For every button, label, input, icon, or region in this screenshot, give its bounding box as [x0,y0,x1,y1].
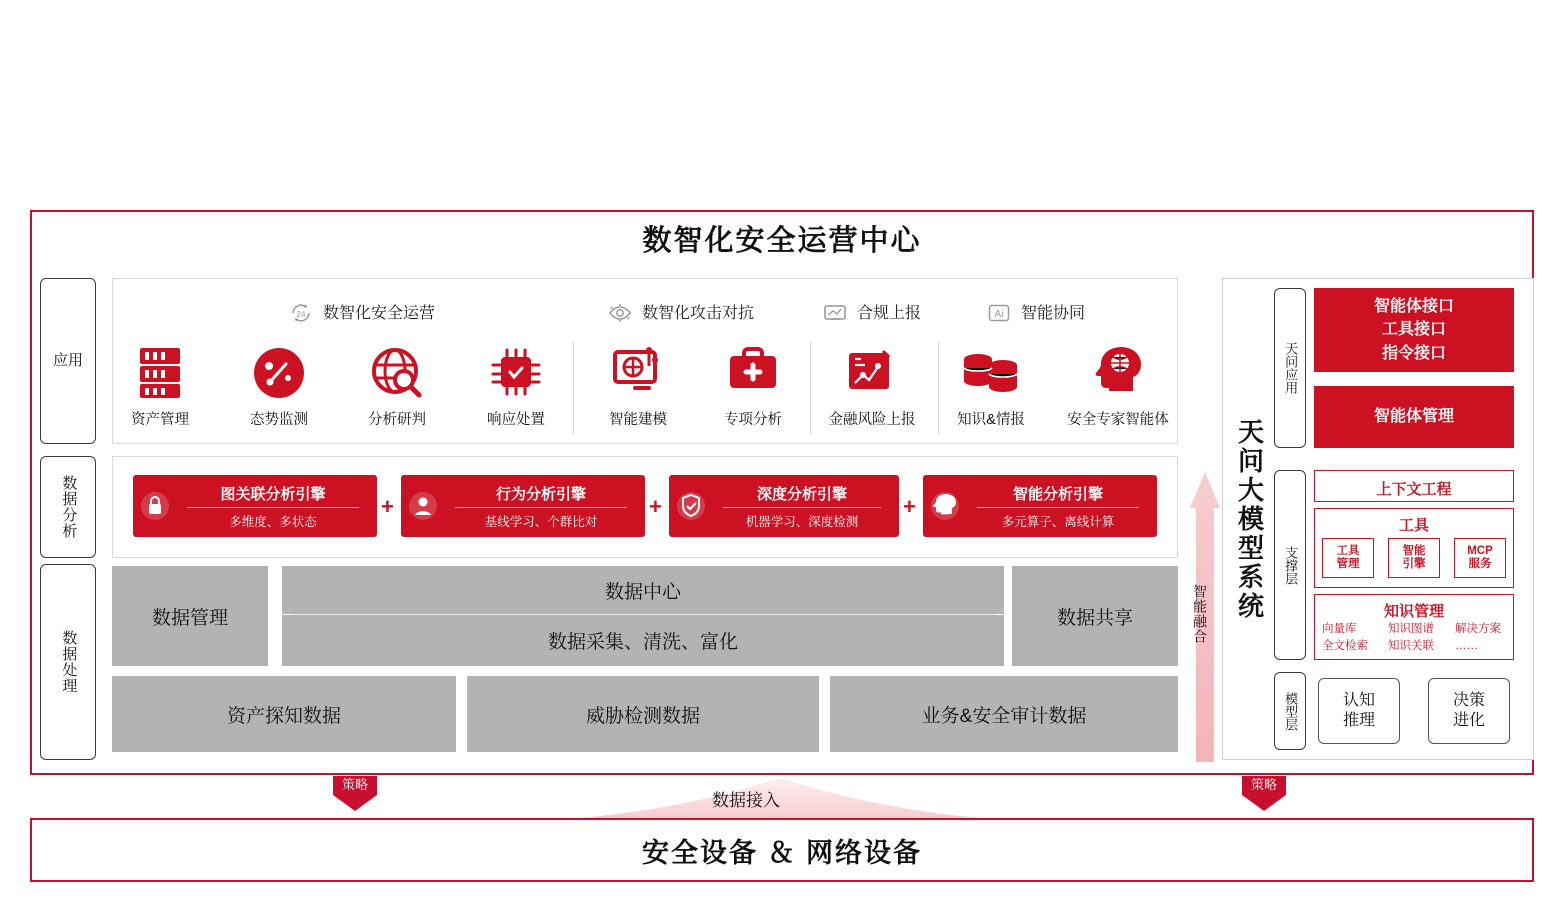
app-icon-label-2: 分析研判 [368,412,426,428]
app-icon-cell-3[interactable] [464,342,568,429]
tool-chip-1[interactable] [1388,538,1440,578]
policy-arrow-left-tip [333,795,377,811]
data-share-block: 数据共享 [1012,566,1178,666]
engine-card-0[interactable] [133,475,377,537]
app-icon-label-0: 资产管理 [131,412,189,428]
engine-title-2: 深度分析引擎 [723,483,881,508]
model-box-1-line-0: 决策 [1452,692,1485,709]
engine-card-3[interactable] [923,475,1157,537]
app-icon-cell-1[interactable] [227,342,331,429]
knowledge-item-4: 解决方案 [1455,623,1501,635]
engine-title-3: 智能分析引擎 [977,483,1139,508]
knowledge-management-title: 知识管理 [1383,603,1444,620]
bottom-device-bar: 安全设备 ＆ 网络设备 [30,818,1534,882]
app-icon-label-5: 专项分析 [724,412,782,428]
knowledge-col-left [1322,621,1382,656]
tools-title: 工具 [1398,517,1429,534]
app-icon-label-4: 智能建模 [609,412,667,428]
engine-subtitle-0: 多维度、多状态 [229,514,317,529]
model-box-0-line-1: 推理 [1342,712,1375,729]
tool-chip-0-line-0: 工具 [1336,544,1360,557]
layer-label-application [40,278,96,444]
model-box-0-line-0: 认知 [1342,692,1375,709]
knowledge-item-5: …… [1455,640,1478,653]
interface-line-2: 指令接口 [1381,344,1446,362]
database-icon [939,342,1043,404]
app-icon-cell-0[interactable] [108,342,212,429]
engine-card-2[interactable] [669,475,899,537]
engine-subtitle-2: 机器学习、深度检测 [745,514,859,529]
tool-chip-0[interactable] [1322,538,1374,578]
knowledge-col-mid [1388,621,1458,656]
context-engineering-label: 上下文工程 [1376,481,1452,498]
big-model-support-layer-text: 支撑层 [1283,545,1299,585]
gauge-icon [227,342,331,404]
user-icon [401,490,445,522]
tool-chip-2-line-0: MCP [1467,544,1493,557]
globe-search-icon [345,342,449,404]
medical-case-icon [701,342,805,404]
model-box-1-line-1: 进化 [1452,712,1485,729]
engine-plus-1: + [649,494,662,519]
risk-report-icon [820,342,924,404]
app-header-label-3: 智能协同 [1021,305,1086,322]
shield-check-icon [669,490,713,522]
big-model-support-layer-label [1274,470,1306,660]
app-icon-label-8: 安全专家智能体 [1067,412,1169,428]
interface-line-1: 工具接口 [1381,321,1446,339]
knowledge-item-1: 全文检索 [1322,640,1368,653]
app-header-label-0: 数智化安全运营 [323,305,436,322]
model-box-0[interactable] [1318,678,1400,744]
big-model-title: 天问大模型系统 [1234,417,1265,621]
svg-text:24: 24 [296,309,306,319]
app-icon-cell-5[interactable] [701,342,805,429]
layer-label-data-processing-text: 数据处理 [60,630,78,694]
app-header-item-1 [607,300,754,323]
policy-arrow-left [333,776,377,811]
engine-title-0: 图关联分析引擎 [187,483,359,508]
app-icon-cell-8[interactable] [1058,342,1178,429]
tool-chip-0-line-1: 管理 [1336,558,1360,570]
policy-label-left: 策略 [333,776,377,795]
eye-scan-icon [607,301,633,323]
knowledge-col-right [1455,621,1515,656]
knowledge-item-3: 知识关联 [1388,640,1434,653]
policy-arrow-right [1242,776,1286,811]
engine-plus-2: + [903,494,916,519]
brain-icon [923,490,967,522]
layer-label-data-analysis [40,456,96,558]
app-header-item-2 [822,300,921,323]
tool-chip-1-line-1: 引擎 [1402,558,1426,570]
interface-line-0: 智能体接口 [1373,298,1454,316]
page-title: 数智化安全运营中心 [642,225,922,257]
app-icon-cell-4[interactable] [586,342,690,429]
data-center-title-block: 数据中心 [282,566,1004,614]
big-model-app-layer-text: 天问应用 [1283,342,1299,394]
refresh-24-icon [288,301,314,323]
app-icon-label-7: 知识&情报 [957,412,1025,428]
app-icon-label-3: 响应处置 [487,412,545,428]
data-access-label: 数据接入 [712,791,780,810]
engine-subtitle-3: 多元算子、离线计算 [1001,514,1115,529]
big-model-model-layer-label [1274,672,1306,750]
big-model-interfaces-box[interactable] [1314,288,1514,372]
engine-card-1[interactable] [401,475,645,537]
svg-text:Ai: Ai [994,308,1004,320]
app-header-item-0 [288,300,435,323]
data-management-block: 数据管理 [112,566,268,666]
app-divider-1 [573,342,574,434]
app-icon-cell-6[interactable] [820,342,924,429]
layer-label-application-text: 应用 [52,351,83,369]
tool-chip-2-line-1: 服务 [1468,558,1492,570]
big-model-model-layer-text: 模型层 [1283,691,1299,731]
engine-title-1: 行为分析引擎 [455,483,627,508]
policy-label-right: 策略 [1242,776,1286,795]
app-header-label-2: 合规上报 [857,305,922,322]
ai-icon [986,301,1012,323]
lock-icon [133,490,177,522]
engine-plus-0: + [381,494,394,519]
knowledge-item-2: 知识图谱 [1388,623,1434,635]
layer-label-data-processing [40,564,96,760]
data-row-block-0: 资产探知数据 [112,676,456,752]
tool-chip-1-line-0: 智能 [1402,544,1426,557]
app-icon-cell-7[interactable] [939,342,1043,429]
app-icon-cell-2[interactable] [345,342,449,429]
data-row-block-1: 威胁检测数据 [467,676,819,752]
data-row-block-2: 业务&安全审计数据 [830,676,1178,752]
data-center-sub-block: 数据采集、清洗、富化 [282,615,1004,666]
agent-management-box[interactable]: 智能体管理 [1314,386,1514,448]
big-model-app-layer-label [1274,288,1306,448]
monitor-icon [822,301,848,323]
app-icon-label-6: 金融风险上报 [828,412,916,428]
engine-subtitle-1: 基线学习、个群比对 [484,514,598,529]
fusion-label: 智能融合 [1192,584,1208,644]
layer-label-data-analysis-text: 数据分析 [60,475,78,539]
app-divider-2 [810,342,811,434]
app-header-label-1: 数智化攻击对抗 [642,305,755,322]
chip-icon [464,342,568,404]
app-header-item-3 [986,300,1085,323]
knowledge-item-0: 向量库 [1322,623,1357,635]
data-access-arrow [480,778,1080,822]
tool-chip-2[interactable] [1454,538,1506,578]
expert-head-icon [1058,342,1178,404]
app-icon-label-1: 态势监测 [250,412,308,428]
model-screen-icon [586,342,690,404]
model-box-1[interactable] [1428,678,1510,744]
server-rack-icon [108,342,212,404]
policy-arrow-right-tip [1242,795,1286,811]
